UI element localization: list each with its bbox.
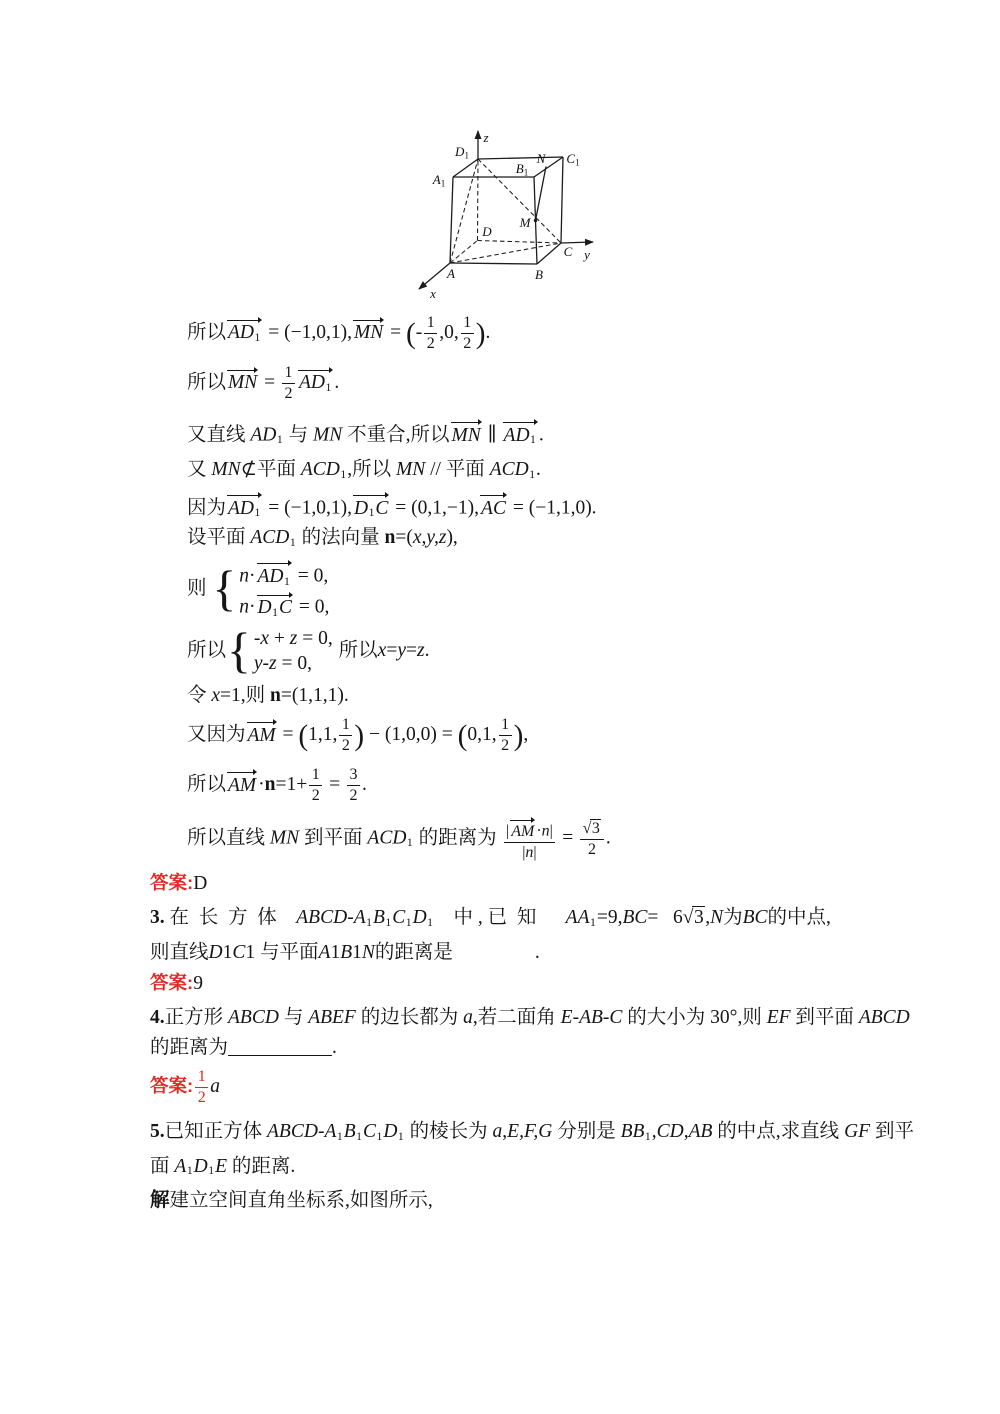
- solution-line-9: 令 x=1,则 n=(1,1,1).: [187, 685, 349, 707]
- question-5-line-2: 面 A1D1E 的距离.: [150, 1155, 296, 1178]
- cube-figure: [406, 120, 606, 303]
- vertex-label-C1: C1: [566, 151, 580, 168]
- vertex-label-A: A: [447, 266, 455, 281]
- vertex-label-A1: A1: [432, 172, 446, 189]
- solution-line-7: 则 { n· AD1 = 0, n· D1C = 0,: [150, 559, 870, 620]
- question-5-line-1: 5.已知正方体 ABCD-A1B1C1D1 的棱长为 a,E,F,G 分别是 BB1,CD,AB 的中点,求直线 GF 到平: [150, 1120, 914, 1143]
- solution-5-intro: 解建立空间直角坐标系,如图所示,: [150, 1190, 433, 1212]
- answer-4: 答案: $\frac{1}{2}$ a: [150, 1068, 220, 1106]
- solution-line-1: 所以 AD1 = (−1,0,1), MN = (- $\frac{1}{2}$ ,0, $\frac{1}{2}$ ).: [187, 314, 491, 352]
- vertex-label-x: x: [430, 286, 436, 301]
- solution-line-2: 所以 MN = $\frac{1}{2}$ AD1 .: [187, 363, 340, 402]
- vertex-label-B1: B1: [515, 161, 529, 178]
- vertex-label-D: D: [482, 224, 492, 239]
- vertex-label-z: z: [483, 130, 489, 145]
- question-3-line-2: 则直线D1C1 与平面A1B1N的距离是 .: [150, 942, 540, 964]
- answer-2: 答案:D: [150, 872, 208, 895]
- vertex-label-D1: D1: [455, 144, 469, 161]
- vertex-label-C: C: [563, 244, 573, 259]
- vertex-label-y: y: [584, 247, 590, 262]
- solution-line-10: 又因为 AM = (1,1, $\frac{1}{2}$ ) − (1,0,0) = (0,1, $\frac{1}{2}$ ),: [187, 716, 529, 755]
- solution-line-12: 所以直线 MN 到平面 ACD1 的距离为 | AM ·n| |n| = $\frac{√3}{2}$ .: [150, 816, 870, 862]
- vertex-label-N: N: [536, 151, 546, 166]
- solution-line-11: 所以 AM ·n=1+ $\frac{1}{2}$ = $\frac{3}{2}$ .: [187, 766, 367, 805]
- solution-line-5: 因为 AD1 = (−1,0,1), D1C = (0,1,−1), AC = (−1,1,0).: [150, 491, 870, 521]
- question-4-line-2: 的距离为 .: [150, 1037, 337, 1059]
- document-content: [150, 314, 914, 1214]
- solution-line-8: 所以 { -x + z = 0, y-z = 0, 所以x=y=z.: [187, 623, 430, 679]
- answer-3: 答案:9: [150, 972, 203, 995]
- question-3-line-1: 3. 在 长 方 体 ABCD-A1B1C1D1 中 , 已 知 AA1=9,BC= 6√3,N为BC的中点,: [150, 907, 831, 930]
- vertex-label-M: M: [519, 215, 531, 230]
- vertex-label-B: B: [535, 267, 543, 282]
- solution-line-3: 又直线 AD1 与 MN 不重合,所以 MN ∥ AD1 .: [150, 418, 870, 453]
- solution-line-4: 又 MN⊄平面 ACD1,所以 MN // 平面 ACD1.: [187, 458, 541, 481]
- question-4-line-1: 4.正方形 ABCD 与 ABEF 的边长都为 a,若二面角 E-AB-C 的大小为 30°,则 EF 到平面 ABCD: [150, 1007, 910, 1029]
- cube-figure-container: [406, 120, 606, 303]
- solution-line-6: 设平面 ACD1 的法向量 n=(x,y,z),: [187, 527, 458, 549]
